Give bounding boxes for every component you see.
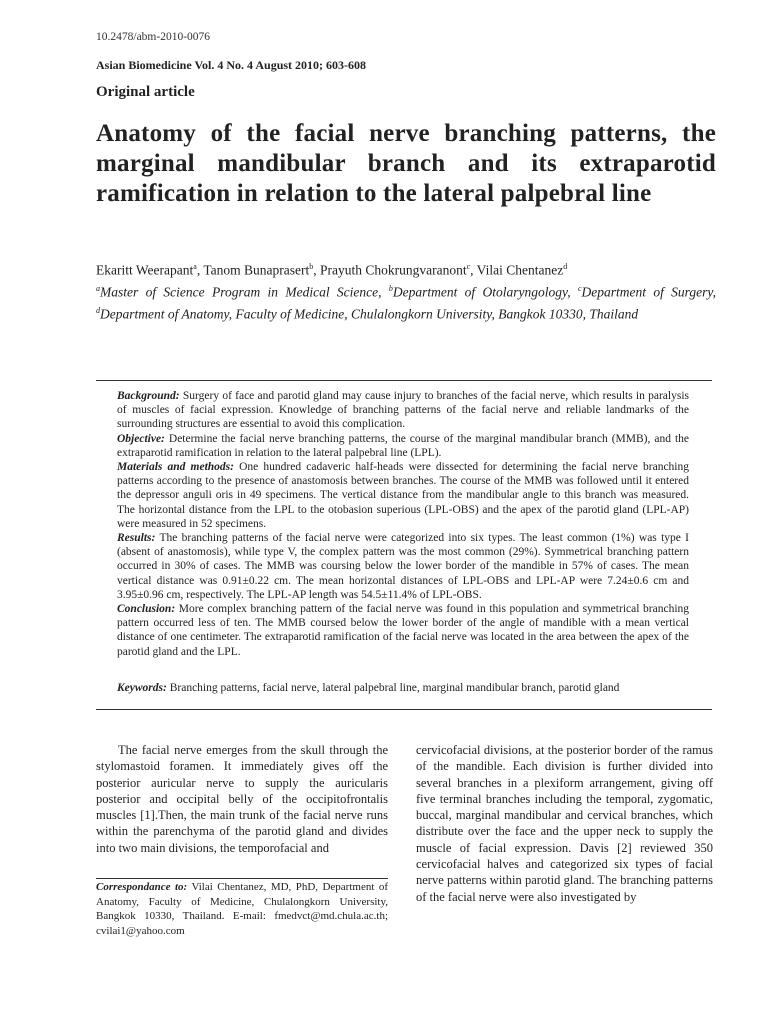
abstract-text: Determine the facial nerve branching patterns, the course of the marginal mandibular branch (MMB), and the extraparotid ramification in relation to the lateral palpebral line (LPL). (117, 432, 690, 459)
abstract-top-rule (96, 380, 712, 381)
paper-title: Anatomy of the facial nerve branching patterns, the marginal mandibular branch and its extraparotid ramification in relation to the lateral palpebral line (96, 120, 716, 207)
author-name: Ekaritt Weerapant (96, 262, 194, 278)
affil-sup: a (96, 284, 100, 293)
affil-text: Department of Otolaryngology, (392, 284, 571, 300)
abstract-conclusion (117, 602, 689, 659)
author-name: Prayuth Chokrungvaranont (319, 262, 467, 278)
author-sup: a (193, 262, 197, 271)
body-column-right (416, 742, 713, 905)
abstract-label: Background: (117, 390, 180, 402)
correspondence-note (96, 880, 388, 938)
body-paragraph: The facial nerve emerges from the skull through the stylomastoid foramen. It immediately gives off the posterior auricular nerve to supply the auricularis posterior and occipital belly of the occipitofrontalis muscles [1].Then, the main trunk of the facial nerve runs within the parenchyma of the parotid gland and divides into two main divisions, the temporofacial and (96, 743, 388, 855)
abstract-background (117, 389, 689, 432)
author-sup: b (309, 262, 314, 271)
affil-sup: d (96, 305, 100, 315)
article-type: Original article (96, 84, 195, 100)
keywords (117, 682, 697, 694)
abstract-label: Conclusion: (117, 603, 176, 616)
journal-citation: Asian Biomedicine Vol. 4 No. 4 August 2010; 603-608 (96, 58, 367, 72)
author-name: Vilai Chentanez (476, 262, 564, 278)
abstract (117, 389, 689, 659)
affil-sup: b (388, 284, 393, 293)
affiliations (96, 280, 716, 323)
abstract-text: Surgery of face and parotid gland may cause injury to branches of the facial nerve, which results in paralysis of muscles of facial expression. Knowledge of branching patterns of the facial nerve and reliable landmarks of the surrounding structures are essential to avoid this complication. (117, 390, 689, 431)
abstract-text: One hundred cadaveric half-heads were dissected for determining the facial nerve branching patterns according to the presence of anastomosis between branches. The course of the MMB was followed until it entered the depressor anguli oris in 49 specimens. The vertical distance from the mandibular angle to this branch was measured. The horizontal distance from the LPL to the otobasion superious (LPL-OBS) and the apex of the parotid gland (LPL-AP) were measured in 52 specimens. (117, 461, 689, 530)
doi: 10.2478/abm-2010-0076 (96, 31, 211, 43)
abstract-objective (117, 432, 689, 460)
body-column-left (96, 742, 388, 856)
abstract-label: Results: (117, 532, 156, 545)
body-paragraph: cervicofacial divisions, at the posterior border of the ramus of the mandible. Each division is further divided into several branches in a plexiform arrangement, giving off five terminal branches including the temporal, zygomatic, buccal, marginal mandibular and cervical branches, which distribute over the face and the upper neck to supply the muscle of facial expression. Davis [2] reviewed 350 cervicofacial halves and categorized six types of facial nerve patterns within parotid gland. The branching patterns of the facial nerve were also investigated by (416, 743, 713, 904)
affil-sup: c (577, 284, 582, 293)
keywords-label: Keywords: (117, 682, 167, 694)
author-name: Tanom Bunaprasert (203, 262, 310, 278)
abstract-label: Materials and methods: (117, 461, 234, 474)
abstract-methods (117, 460, 689, 531)
correspondence-text: Vilai Chentanez, MD, PhD, Department of Anatomy, Faculty of Medicine, Chulalongkorn University, Bangkok 10330, Thailand. E-mail: fmedvct@md.chula.ac.th; cvilai1@yahoo.com (96, 881, 388, 937)
affil-text: Department of Anatomy, Faculty of Medicine, Chulalongkorn University, Bangkok 10330, Thailand (100, 306, 639, 321)
author-sup: c (466, 262, 471, 271)
affil-text: Department of Surgery, (581, 284, 717, 300)
author-list: Ekaritt Weerapant$^a$, Tanom Bunaprasert$^b$, Prayuth Chokrungvaranont$^c$, Vilai Chentanez$^d$ (96, 262, 568, 278)
correspondence-label: Correspondance to: (96, 881, 188, 893)
abstract-text: More complex branching pattern of the facial nerve was found in this population and symmetrical branching pattern occurred less of ten. The MMB coursed below the lower border of the angle of mandible with a mean vertical distance of one centimeter. The extraparotid ramification of the facial nerve was located in the area between the apex of the parotid gland and the LPL. (117, 603, 690, 658)
keywords-text: Branching patterns, facial nerve, lateral palpebral line, marginal mandibular branch, parotid gland (169, 682, 620, 694)
abstract-bottom-rule (96, 709, 712, 710)
abstract-text: The branching patterns of the facial nerve were categorized into six types. The least common (1%) was type I (absent of anastomosis), while type V, the complex pattern was the most common (29%). Symmetrical branching pattern occurred in 30% of cases. The MMB was coursing below the lower border of the mandible in 57% of cases. The mean vertical distance was 0.91±0.22 cm. The mean horizontal distances of LPL-OBS and LPL-AP were 7.24±0.6 cm and 3.95±0.96 cm, respectively. The LPL-AP length was 54.5±11.4% of LPL-OBS. (117, 532, 689, 601)
footnote-rule (96, 878, 388, 879)
affil-text: Master of Science Program in Medical Science, (100, 284, 382, 300)
abstract-label: Objective: (117, 432, 165, 445)
author-sup: d (563, 262, 568, 271)
abstract-results (117, 531, 689, 602)
